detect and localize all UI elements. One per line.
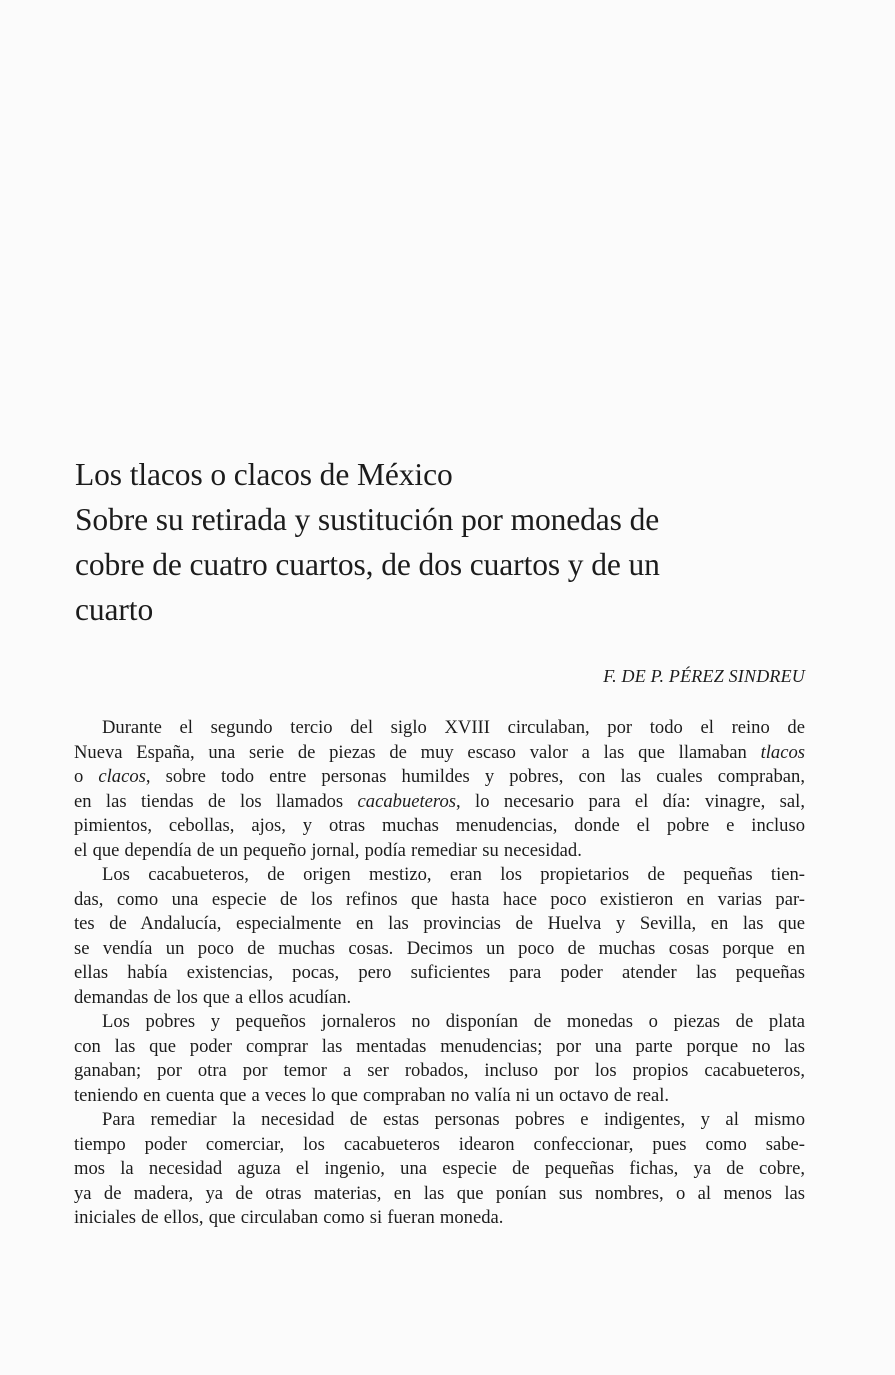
text-line: pimientos, cebollas, ajos, y otras muchas menudencias, donde el pobre e incluso bbox=[74, 815, 805, 836]
title-line: cuarto bbox=[75, 592, 154, 627]
text-line: con las que poder comprar las mentadas menudencias; por una parte porque no las bbox=[74, 1035, 805, 1057]
author-byline: F. DE P. PÉREZ SINDREU bbox=[603, 666, 805, 686]
text-line: teniendo en cuenta que a veces lo que compraban no valía ni un octavo de real. bbox=[74, 1084, 670, 1106]
italic-term: tlacos bbox=[760, 741, 805, 763]
text-line bbox=[74, 790, 805, 815]
text-line: Para remediar la necesidad de estas personas pobres e indigentes, y al mismo bbox=[102, 1109, 805, 1130]
title-line: cobre de cuatro cuartos, de dos cuartos y de un bbox=[75, 547, 660, 582]
article-body bbox=[74, 716, 805, 1231]
article-title bbox=[75, 452, 795, 632]
text-line: se vendía un poco de muchas cosas. Decimos un poco de muchas cosas porque en bbox=[74, 937, 805, 959]
text-line: tes de Andalucía, especialmente en las provincias de Huelva y Sevilla, en las que bbox=[74, 913, 805, 934]
title-line: Sobre su retirada y sustitución por monedas de bbox=[75, 502, 660, 537]
text-line: ganaban; por otra por temor a ser robados, incluso por los propios cacabueteros, bbox=[74, 1060, 805, 1081]
text-run: Nueva España, una serie de piezas de muy escaso valor a las que llamaban bbox=[74, 741, 761, 763]
body-paragraph bbox=[74, 716, 805, 863]
text-line: Los cacabueteros, de origen mestizo, eran los propietarios de pequeñas tien- bbox=[102, 864, 805, 885]
body-paragraph bbox=[74, 863, 805, 1010]
text-line: Los pobres y pequeños jornaleros no disponían de monedas o piezas de plata bbox=[102, 1011, 805, 1032]
text-line: das, como una especie de los refinos que hasta hace poco existieron en varias par- bbox=[74, 888, 805, 910]
text-line: tiempo poder comerciar, los cacabueteros idearon confeccionar, pues como sabe- bbox=[74, 1133, 805, 1155]
body-paragraph bbox=[74, 1108, 805, 1231]
text-line: ellas había existencias, pocas, pero suficientes para poder atender las pequeñas bbox=[74, 962, 805, 983]
title-line: Los tlacos o clacos de México bbox=[75, 457, 453, 492]
italic-term: clacos bbox=[98, 766, 146, 787]
text-line: Durante el segundo tercio del siglo XVIII circulaban, por todo el reino de bbox=[102, 717, 805, 738]
text-line: mos la necesidad aguza el ingenio, una especie de pequeñas fichas, ya de cobre, bbox=[74, 1158, 805, 1179]
text-line: demandas de los que a ellos acudían. bbox=[74, 986, 352, 1008]
body-paragraph bbox=[74, 1010, 805, 1108]
text-line: el que dependía de un pequeño jornal, podía remediar su necesidad. bbox=[74, 839, 582, 861]
text-line bbox=[74, 765, 805, 790]
text-line: iniciales de ellos, que circulaban como si fueran moneda. bbox=[74, 1207, 504, 1228]
text-run: , lo necesario para el día: vinagre, sal, bbox=[456, 790, 805, 812]
text-run: en las tiendas de los llamados bbox=[74, 790, 358, 812]
text-line: ya de madera, ya de otras materias, en las que ponían sus nombres, o al menos las bbox=[74, 1182, 805, 1204]
italic-term: cacabueteros bbox=[357, 790, 456, 812]
text-run: , sobre todo entre personas humildes y pobres, con las cuales compraban, bbox=[145, 766, 805, 787]
text-run: o bbox=[74, 766, 99, 787]
text-line bbox=[74, 741, 805, 766]
